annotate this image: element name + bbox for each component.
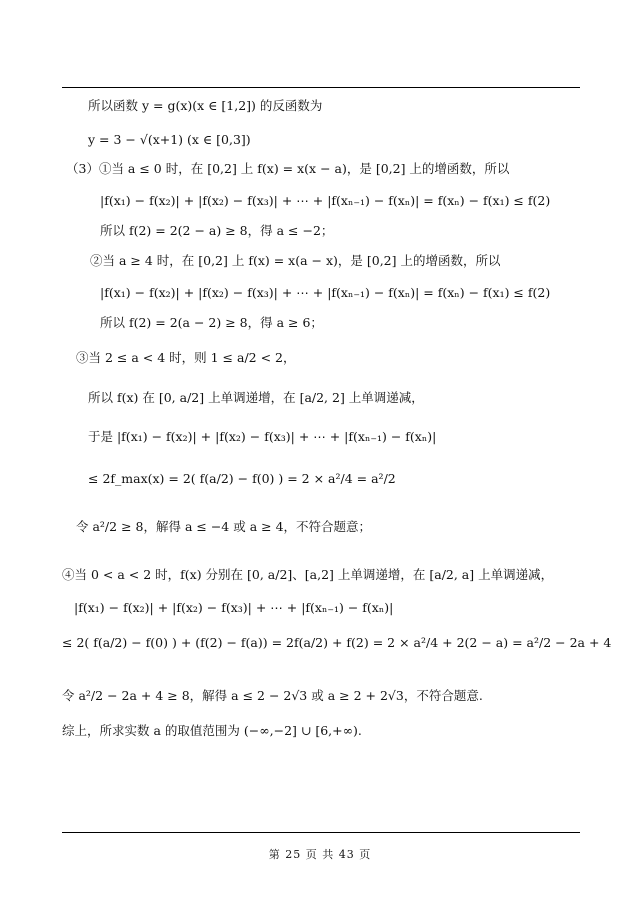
text-line-8: 所以 f(2) = 2(a − 2) ≥ 8，得 a ≥ 6； (100, 315, 323, 330)
text-line-13: 令 a²/2 ≥ 8，解得 a ≤ −4 或 a ≥ 4，不符合题意； (76, 519, 372, 534)
text-line-7: |f(x₁) − f(x₂)| + |f(x₂) − f(x₃)| + ⋯ + |f(xₙ₋₁) − f(xₙ)| = f(xₙ) − f(x₁) ≤ f(2) (100, 285, 551, 300)
text-line-18: 综上，所求实数 a 的取值范围为 (−∞,−2] ∪ [6,+∞). (62, 723, 362, 738)
text-line-5: 所以 f(2) = 2(2 − a) ≥ 8，得 a ≤ −2； (100, 223, 334, 238)
text-line-1: 所以函数 y = g(x)(x ∈ [1,2]) 的反函数为 (88, 98, 323, 113)
text-line-17: 令 a²/2 − 2a + 4 ≥ 8，解得 a ≤ 2 − 2√3 或 a ≥ 2 + 2√3，不符合题意. (62, 688, 483, 703)
text-line-16: ≤ 2( f(a/2) − f(0) ) + (f(2) − f(a)) = 2f(a/2) + f(2) = 2 × a²/4 + 2(2 − a) = a²/2 − 2a + 4 (62, 635, 612, 650)
page-footer: 第 25 页 共 43 页 (268, 848, 372, 861)
header-rule (62, 87, 580, 88)
text-line-4: |f(x₁) − f(x₂)| + |f(x₂) − f(x₃)| + ⋯ + |f(xₙ₋₁) − f(xₙ)| = f(xₙ) − f(x₁) ≤ f(2) (100, 193, 551, 208)
text-line-9: ③当 2 ≤ a < 4 时，则 1 ≤ a/2 < 2， (76, 350, 296, 365)
text-line-6: ②当 a ≥ 4 时，在 [0,2] 上 f(x) = x(a − x)，是 [0,2] 上的增函数，所以 (90, 253, 501, 268)
text-line-11: 于是 |f(x₁) − f(x₂)| + |f(x₂) − f(x₃)| + ⋯ + |f(xₙ₋₁) − f(xₙ)| (88, 429, 437, 444)
text-line-2: y = 3 − √(x+1) (x ∈ [0,3]) (88, 132, 251, 147)
text-line-14: ④当 0 < a < 2 时，f(x) 分别在 [0, a/2]、[a,2] 上单调递增，在 [a/2, a] 上单调递减， (62, 567, 554, 582)
footer-rule (62, 832, 580, 833)
text-line-3: （3）①当 a ≤ 0 时，在 [0,2] 上 f(x) = x(x − a)，是 [0,2] 上的增函数，所以 (66, 161, 510, 176)
text-line-10: 所以 f(x) 在 [0, a/2] 上单调递增，在 [a/2, 2] 上单调递减， (88, 390, 424, 405)
text-line-12: ≤ 2f_max(x) = 2( f(a/2) − f(0) ) = 2 × a²/4 = a²/2 (88, 471, 396, 486)
text-line-15: |f(x₁) − f(x₂)| + |f(x₂) − f(x₃)| + ⋯ + |f(xₙ₋₁) − f(xₙ)| (74, 600, 394, 615)
